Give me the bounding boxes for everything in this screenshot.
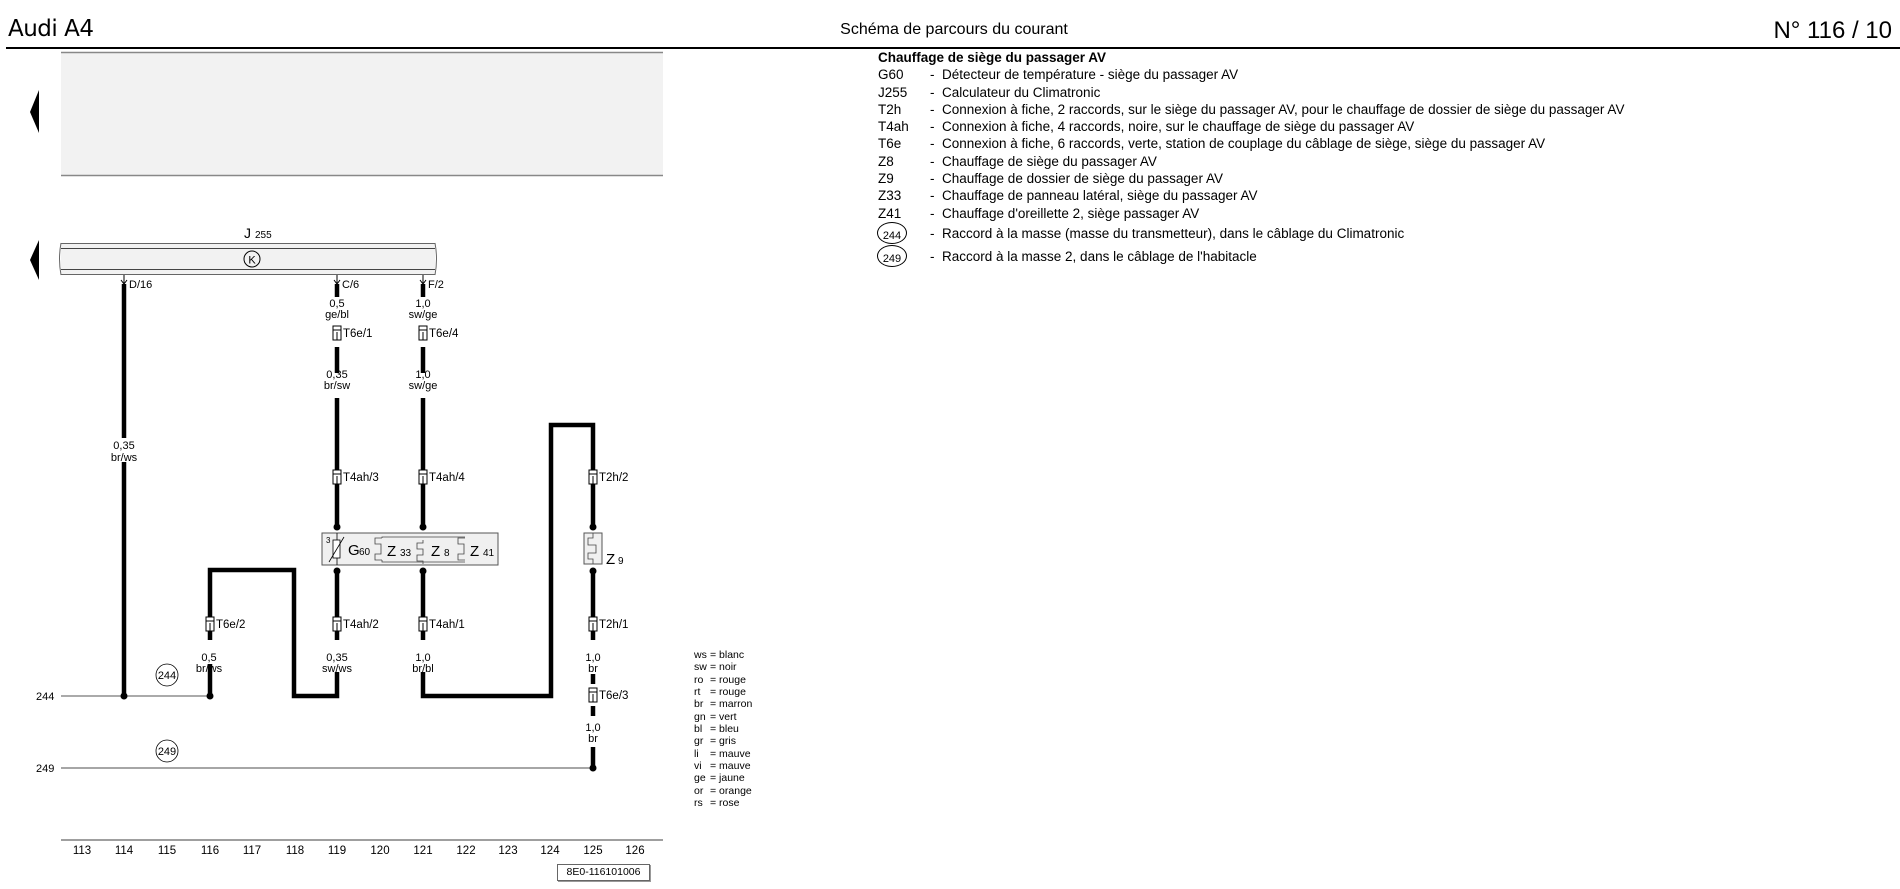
page-number: N° 116 / 10 (1773, 17, 1892, 44)
vehicle-title: Audi A4 (8, 16, 94, 42)
svg-text:3: 3 (326, 536, 331, 545)
svg-text:0,5: 0,5 (329, 298, 345, 310)
connector-t6e-1: T6e/1 (343, 328, 373, 340)
wiring-diagram (0, 0, 700, 889)
svg-text:60: 60 (359, 547, 371, 558)
ground-point-icon: 244 (877, 222, 907, 244)
svg-text:0,35: 0,35 (113, 440, 135, 452)
svg-text:J: J (244, 225, 251, 241)
diagram-reference: 8E0-116101006 (557, 864, 650, 881)
svg-text:G: G (348, 542, 360, 559)
svg-text:br/ws: br/ws (110, 452, 138, 464)
svg-text:sw/ge: sw/ge (408, 309, 438, 321)
svg-text:249: 249 (157, 746, 177, 758)
legend-item: J255 - Calculateur du Climatronic (878, 84, 1101, 100)
svg-text:D/16: D/16 (129, 279, 153, 291)
connector-t2h-2: T2h/2 (599, 472, 629, 484)
svg-text:sw/ge: sw/ge (408, 380, 438, 392)
connector-t4ah-1: T4ah/1 (429, 619, 465, 631)
previous-section-arrow-icon[interactable] (30, 240, 39, 280)
connector-t2h-1: T2h/1 (599, 619, 629, 631)
legend-item: Z9 - Chauffage de dossier de siège du passager AV (878, 171, 1223, 187)
previous-page-arrow-icon[interactable] (30, 90, 39, 133)
legend-heading: Chauffage de siège du passager AV (878, 50, 1107, 65)
svg-text:1,0: 1,0 (415, 369, 431, 381)
svg-text:Z: Z (470, 543, 480, 560)
connector-t4ah-3: T4ah/3 (343, 472, 379, 484)
backrest-heating-z9[interactable] (584, 533, 624, 568)
page-title: Schéma de parcours du courant (840, 21, 1068, 38)
connector-t4ah-4: T4ah/4 (429, 472, 465, 484)
svg-text:Z: Z (387, 543, 397, 560)
svg-text:C/6: C/6 (342, 279, 360, 291)
ground-point-icon: 249 (877, 245, 907, 267)
svg-text:0,5: 0,5 (201, 652, 217, 664)
svg-text:br/ws: br/ws (195, 663, 223, 675)
control-unit-j255[interactable] (60, 243, 437, 275)
svg-text:br: br (588, 733, 598, 745)
connector-t6e-3: T6e/3 (599, 690, 629, 702)
svg-text:249: 249 (36, 763, 55, 775)
legend-item: T6e - Connexion à fiche, 6 raccords, verte, station de couplage du câblage de siège, siège du passager AV (878, 136, 1546, 152)
svg-text:br/sw: br/sw (323, 380, 351, 392)
svg-text:1,0: 1,0 (415, 298, 431, 310)
legend-item: T4ah - Connexion à fiche, 4 raccords, noire, sur le chauffage de siège du passager AV (878, 119, 1415, 135)
ground-point-244-icon (156, 664, 178, 686)
svg-text:sw/ws: sw/ws (322, 663, 352, 675)
svg-text:1,0: 1,0 (585, 722, 601, 734)
connector-t4ah-2: T4ah/2 (343, 619, 379, 631)
legend-item: Z41 - Chauffage d'oreillette 2, siège passager AV (878, 205, 1200, 221)
svg-text:1,0: 1,0 (415, 652, 431, 664)
svg-text:0,35: 0,35 (326, 369, 348, 381)
svg-text:244: 244 (157, 670, 177, 682)
legend-item: Z8 - Chauffage de siège du passager AV (878, 153, 1157, 169)
connector-t6e-4: T6e/4 (429, 328, 459, 340)
svg-text:Z: Z (431, 543, 441, 560)
legend-item: T2h - Connexion à fiche, 2 raccords, sur le siège du passager AV, pour le chauffage de dossier de siège du passager AV (878, 101, 1625, 117)
legend-item: Z33 - Chauffage de panneau latéral, siège du passager AV (878, 188, 1258, 204)
wire-color-legend: ws = blanc sw = noir ro = rouge rt = rouge br = marron gn = vert bl = bleu gr = gris li = mauve vi = mauve ge = jaune or = orange rs = rose (694, 649, 753, 810)
svg-text:K: K (248, 254, 256, 267)
seat-heating-component[interactable] (322, 533, 498, 565)
svg-text:255: 255 (255, 230, 272, 241)
legend-ground-item: 249 - Raccord à la masse 2, dans le câblage de l'habitacle (878, 245, 1624, 268)
ground-point-249-icon (156, 740, 178, 762)
svg-text:33: 33 (400, 548, 412, 559)
component-legend (878, 49, 1624, 268)
svg-text:br/bl: br/bl (412, 663, 434, 675)
svg-text:9: 9 (618, 556, 624, 567)
svg-text:8: 8 (444, 548, 450, 559)
connector-t6e-2: T6e/2 (216, 619, 246, 631)
svg-text:F/2: F/2 (428, 279, 444, 291)
legend-ground-item: 244 - Raccord à la masse (masse du transmetteur), dans le câblage du Climatronic (878, 222, 1624, 245)
continuation-panel (61, 52, 663, 176)
svg-text:41: 41 (483, 548, 495, 559)
svg-text:ge/bl: ge/bl (325, 309, 349, 321)
svg-text:0,35: 0,35 (326, 652, 348, 664)
svg-text:Z: Z (606, 551, 616, 568)
legend-item: G60 - Détecteur de température - siège du passager AV (878, 67, 1239, 83)
svg-text:br: br (588, 663, 598, 675)
svg-text:244: 244 (36, 691, 55, 703)
svg-text:1,0: 1,0 (585, 652, 601, 664)
